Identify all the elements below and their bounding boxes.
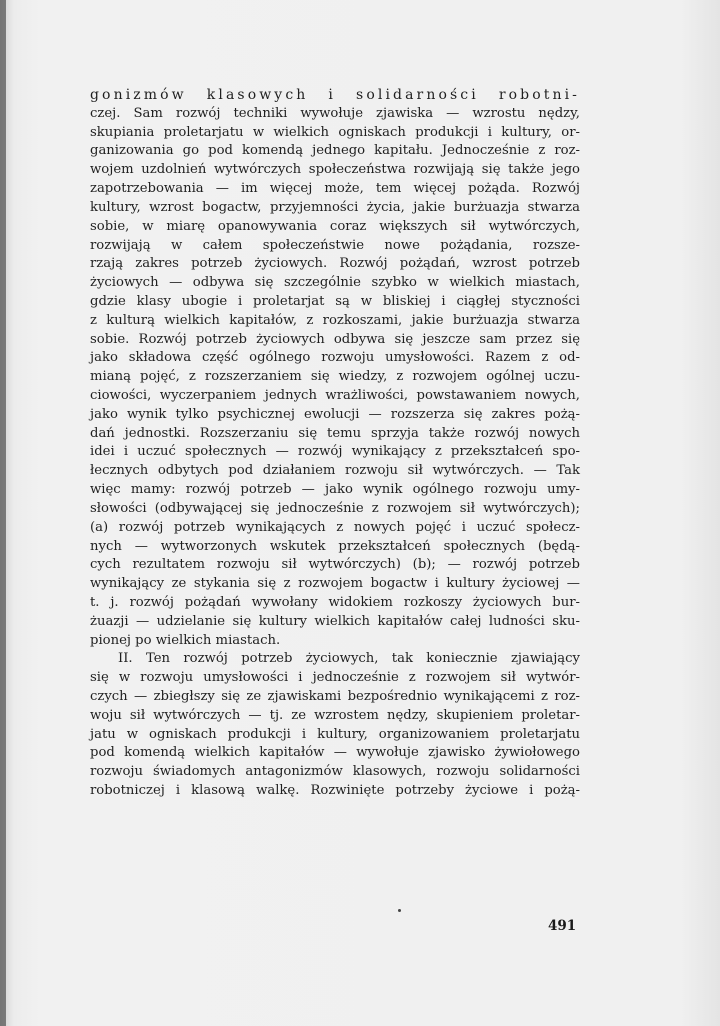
text-line: łecznych odbytych pod działaniem rozwoju sił wytwórczych. — Tak [90, 463, 580, 479]
text-line: gdzie klasy ubogie i proletarjat są w bliskiej i ciągłej styczności [90, 293, 580, 309]
text-line: skupiania proletarjatu w wielkich ogniskach produkcji i kultury, or- [90, 124, 580, 140]
text-line: sobie. Rozwój potrzeb życiowych odbywa się jeszcze sam przez się [90, 331, 580, 347]
text-line: gonizmów klasowych i solidarności robotni- [90, 87, 580, 103]
page-number: 491 [548, 918, 577, 934]
text-line: mianą pojęć, z rozszerzaniem się wiedzy, z rozwojem ogólnej uczu- [90, 369, 580, 385]
text-line: kultury, wzrost bogactw, przyjemności życia, jakie burżuazja stwarza [90, 199, 580, 215]
text-line: II. Ten rozwój potrzeb życiowych, tak koniecznie zjawiający [118, 651, 580, 667]
text-line: sobie, w miarę opanowywania coraz większych sił wytwórczych, [90, 218, 580, 234]
body-text [90, 86, 580, 801]
text-line: zapotrzebowania — im więcej może, tem więcej pożąda. Rozwój [90, 181, 580, 197]
text-line: słowości (odbywającej się jednocześnie z rozwojem sił wytwórczych); [90, 500, 580, 516]
text-line: czej. Sam rozwój techniki wywołuje zjawiska — wzrostu nędzy, [90, 105, 580, 121]
text-line: ciowości, wyczerpaniem jednych wrażliwości, powstawaniem nowych, [90, 388, 580, 403]
text-line: jako składowa część ogólnego rozwoju umysłowości. Razem z od- [90, 350, 580, 366]
text-line: żuazji — udzielanie się kultury wielkich kapitałów całej ludności sku- [90, 613, 580, 629]
text-line: jatu w ogniskach produkcji i kultury, organizowaniem proletarjatu [90, 726, 580, 742]
text-line: nych — wytworzonych wskutek przekształceń społecznych (będą- [90, 538, 580, 554]
text-line: ganizowania go pod komendą jednego kapitału. Jednocześnie z roz- [90, 143, 580, 159]
text-line: idei i uczuć społecznych — rozwój wynikający z przekształceń spo- [90, 444, 580, 460]
text-line: t. j. rozwój pożądań wywołany widokiem rozkoszy życiowych bur- [90, 594, 580, 610]
text-line: wojem uzdolnień wytwórczych społeczeństwa rozwijają się także jego [90, 162, 580, 178]
text-line: z kulturą wielkich kapitałów, z rozkoszami, jakie burżuazja stwarza [90, 312, 580, 328]
text-line: się w rozwoju umysłowości i jednocześnie z rozwojem sił wytwór- [90, 670, 580, 686]
text-line: czych — zbiegłszy się ze zjawiskami bezpośrednio wynikającemi z roz- [90, 689, 580, 704]
scan-edge [0, 0, 6, 1026]
text-line: (a) rozwój potrzeb wynikających z nowych pojęć i uczuć społecz- [90, 519, 580, 535]
text-line: robotniczej i klasową walkę. Rozwinięte potrzeby życiowe i pożą- [90, 783, 580, 799]
text-line: woju sił wytwórczych — tj. ze wzrostem nędzy, skupieniem proletar- [90, 707, 580, 723]
text-line: życiowych — odbywa się szczególnie szybko w wielkich miastach, [90, 275, 580, 291]
text-line: dań jednostki. Rozszerzaniu się temu sprzyja także rozwój nowych [90, 425, 580, 441]
text-line: wynikający ze stykania się z rozwojem bogactw i kultury życiowej — [90, 576, 580, 592]
text-line: rozwijają w całem społeczeństwie nowe pożądania, rozsze- [90, 237, 580, 253]
text-line: jako wynik tylko psychicznej ewolucji — rozszerza się zakres pożą- [90, 406, 580, 422]
ink-speck [398, 909, 401, 912]
text-line: więc mamy: rozwój potrzeb — jako wynik ogólnego rozwoju umy- [90, 482, 580, 498]
text-line: rzają zakres potrzeb życiowych. Rozwój pożądań, wzrost potrzeb [90, 256, 580, 272]
text-line: cych rezultatem rozwoju sił wytwórczych) (b); — rozwój potrzeb [90, 557, 580, 573]
text-line: pionej po wielkich miastach. [90, 632, 281, 648]
text-line: pod komendą wielkich kapitałów — wywołuje zjawisko żywiołowego [90, 745, 580, 761]
text-line: rozwoju świadomych antagonizmów klasowych, rozwoju solidarności [90, 764, 580, 780]
